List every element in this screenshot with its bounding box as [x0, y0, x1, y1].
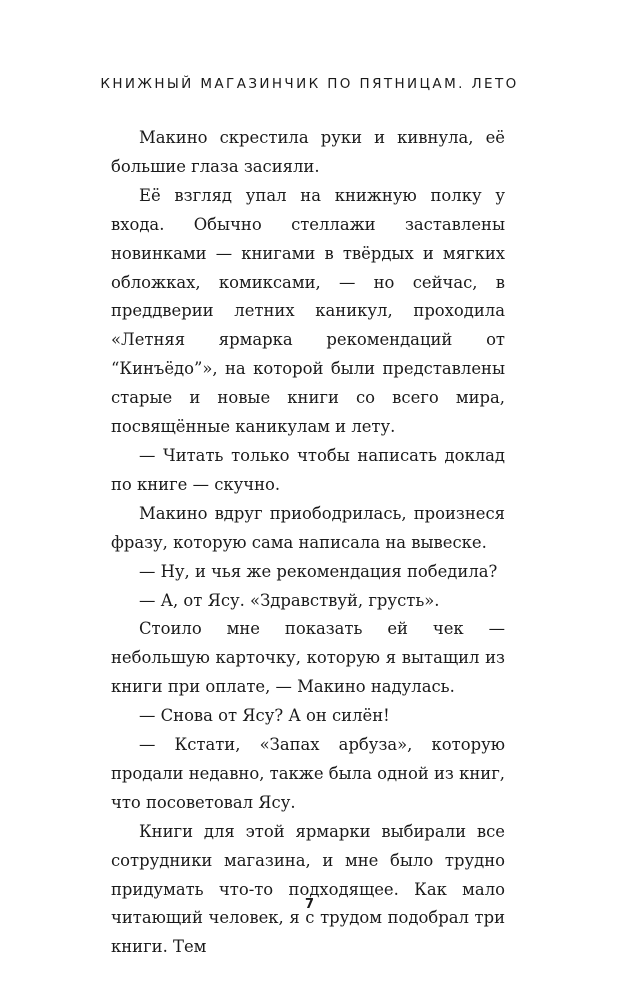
paragraph: — Снова от Ясу? А он силён!	[139, 706, 390, 726]
paragraph: Стоило мне показать ей чек — небольшую карточку, которую я вытащил из книги при оплате, — Макино надулась.	[111, 619, 505, 697]
paragraph: Книги для этой ярмарки выбирали все сотрудники магазина, и мне было трудно придумать что-то подходящее. Как мало читающий человек, я с трудом подобрал три книги. Тем	[111, 821, 505, 957]
paragraph: — Читать только чтобы написать доклад по книге — скучно.	[111, 445, 505, 494]
paragraph: Её взгляд упал на книжную полку у входа. Обычно стеллажи заставлены новинками — книгами в твёрдых и мягких обложках, комиксами, — но сейчас, в преддверии летних каникул, проходила «Летняя ярмарка рекомендаций от “Кинъёдо”», на которой были представлены старые и новые книги со всего мира, посвящённые каникулам и лету.	[111, 185, 505, 437]
paragraph: Макино вдруг приободрилась, произнеся фразу, которую сама написала на вывеске.	[111, 503, 505, 552]
body-text	[111, 124, 505, 962]
paragraph: — А, от Ясу. «Здравствуй, грусть».	[139, 590, 440, 610]
page-number: 7	[304, 897, 315, 912]
paragraph: — Кстати, «Запах арбуза», которую продали недавно, также была одной из книг, что посоветовал Ясу.	[111, 735, 505, 812]
paragraph: Макино скрестила руки и кивнула, её большие глаза засияли.	[111, 128, 505, 176]
running-header: КНИЖНЫЙ МАГАЗИНЧИК ПО ПЯТНИЦАМ. ЛЕТО	[100, 76, 519, 92]
paragraph: — Ну, и чья же рекомендация победила?	[139, 561, 498, 581]
